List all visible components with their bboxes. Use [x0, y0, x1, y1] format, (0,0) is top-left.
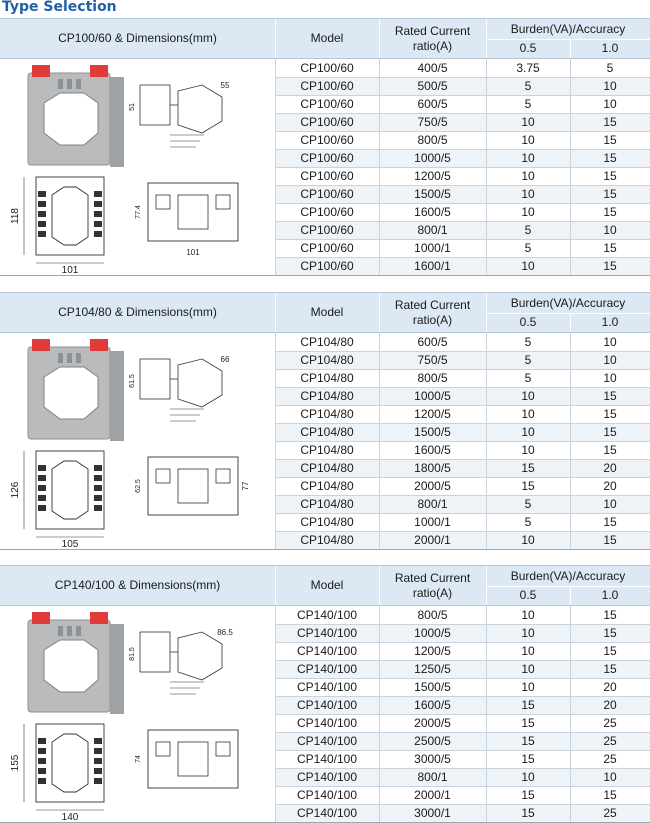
burden-05-cell: 10 [521, 151, 535, 165]
dimension-label: 66 [220, 355, 230, 364]
row-separator [275, 642, 650, 643]
table-row [275, 732, 650, 750]
section-bottom-rule [0, 275, 650, 276]
model-cell: CP140/100 [296, 788, 358, 802]
header-burden: Burden(VA)/Accuracy [510, 21, 626, 36]
dimension-label: 51 [129, 103, 136, 111]
header-rated-current: Rated Current ratio(A) [394, 570, 471, 600]
row-separator [275, 203, 650, 204]
burden-05-cell: 15 [521, 752, 535, 766]
burden-05-cell: 10 [521, 608, 535, 622]
dimension-label: 74 [135, 755, 142, 763]
table-row [275, 495, 650, 513]
model-cell: CP140/100 [296, 716, 358, 730]
rated-current-cell: 1000/1 [414, 241, 451, 255]
burden-10-cell: 10 [603, 497, 617, 511]
rated-current-cell: 800/5 [417, 608, 448, 622]
row-separator [275, 624, 650, 625]
bottom-view-drawing [148, 730, 238, 788]
bottom-view-drawing [148, 457, 238, 515]
row-separator [275, 696, 650, 697]
burden-05-cell: 15 [521, 788, 535, 802]
burden-05-cell: 10 [521, 770, 535, 784]
table-row [275, 351, 650, 369]
row-separator [275, 459, 650, 460]
model-cell: CP140/100 [296, 662, 358, 676]
burden-10-cell: 15 [603, 662, 617, 676]
model-cell: CP104/80 [300, 443, 354, 457]
burden-10-cell: 15 [603, 169, 617, 183]
dimension-label: 101 [186, 248, 200, 257]
row-separator [275, 387, 650, 388]
burden-05-cell: 15 [521, 716, 535, 730]
header-accuracy-10: 1.0 [601, 41, 619, 55]
burden-10-cell: 15 [603, 644, 617, 658]
table-row [275, 513, 650, 531]
side-view-drawing [140, 85, 222, 147]
rated-current-cell: 750/5 [417, 353, 448, 367]
model-cell: CP104/80 [300, 497, 354, 511]
burden-10-cell: 25 [603, 734, 617, 748]
model-cell: CP104/80 [300, 515, 354, 529]
row-separator [275, 441, 650, 442]
column-separator [275, 333, 276, 549]
rated-current-cell: 800/1 [417, 497, 448, 511]
row-separator [275, 660, 650, 661]
section-bottom-rule [0, 549, 650, 550]
table-header [0, 565, 650, 606]
front-view-drawing [24, 177, 104, 263]
terminal-cap-right [90, 65, 108, 77]
table-row [275, 696, 650, 714]
model-cell: CP100/60 [300, 97, 354, 111]
table-row [275, 149, 650, 167]
burden-10-cell: 20 [603, 698, 617, 712]
rated-current-cell: 2000/1 [414, 788, 451, 802]
model-cell: CP140/100 [296, 734, 358, 748]
dimension-drawing [0, 59, 275, 275]
table-row [275, 624, 650, 642]
dimension-label: 81.5 [129, 647, 136, 661]
table-row [275, 606, 650, 624]
model-cell: CP100/60 [300, 259, 354, 273]
burden-10-cell: 20 [603, 479, 617, 493]
table-row [275, 459, 650, 477]
terminal-cap-right [90, 339, 108, 351]
row-separator [275, 714, 650, 715]
rated-current-cell: 600/5 [417, 97, 448, 111]
column-separator [486, 59, 487, 275]
header-model: Model [310, 578, 344, 592]
column-separator [486, 606, 487, 822]
row-separator [275, 185, 650, 186]
column-separator [570, 333, 571, 549]
burden-05-cell: 10 [521, 644, 535, 658]
rated-current-cell: 1800/5 [414, 461, 451, 475]
table-row [275, 257, 650, 275]
terminal-cap-left [32, 339, 50, 351]
model-cell: CP104/80 [300, 407, 354, 421]
table-header [0, 292, 650, 333]
burden-10-cell: 15 [603, 425, 617, 439]
spec-section-3 [0, 565, 650, 822]
side-view-drawing [140, 632, 222, 694]
rated-current-cell: 3000/5 [414, 752, 451, 766]
transformer-photo [28, 339, 124, 441]
burden-05-cell: 5 [524, 79, 532, 93]
dimension-drawing [0, 333, 275, 549]
column-separator [379, 333, 380, 549]
table-row [275, 95, 650, 113]
rated-current-cell: 400/5 [417, 61, 448, 75]
dimension-label: 62.5 [135, 479, 142, 493]
model-cell: CP100/60 [300, 241, 354, 255]
column-separator [275, 59, 276, 275]
burden-05-cell: 10 [521, 662, 535, 676]
height-dimension-label: 155 [10, 754, 21, 772]
model-cell: CP104/80 [300, 353, 354, 367]
header-rated-current: Rated Current ratio(A) [394, 23, 471, 53]
rated-current-cell: 800/1 [417, 770, 448, 784]
model-cell: CP140/100 [296, 752, 358, 766]
transformer-photo [28, 65, 124, 167]
burden-05-cell: 5 [524, 353, 532, 367]
table-header [0, 18, 650, 59]
bottom-view-drawing [148, 183, 238, 241]
spec-section-1 [0, 18, 650, 275]
height-dimension-label: 118 [10, 208, 21, 224]
row-separator [275, 786, 650, 787]
burden-10-cell: 15 [603, 788, 617, 802]
model-cell: CP100/60 [300, 151, 354, 165]
burden-10-cell: 15 [603, 389, 617, 403]
burden-05-cell: 5 [524, 515, 532, 529]
row-separator [275, 513, 650, 514]
table-row [275, 786, 650, 804]
burden-10-cell: 15 [603, 259, 617, 273]
rated-current-cell: 2500/5 [414, 734, 451, 748]
burden-05-cell: 10 [521, 187, 535, 201]
model-cell: CP140/100 [296, 698, 358, 712]
burden-10-cell: 15 [603, 515, 617, 529]
model-cell: CP104/80 [300, 371, 354, 385]
header-accuracy-10: 1.0 [601, 588, 619, 602]
burden-10-cell: 10 [603, 353, 617, 367]
burden-05-cell: 10 [521, 443, 535, 457]
table-row [275, 768, 650, 786]
row-separator [275, 750, 650, 751]
burden-10-cell: 25 [603, 806, 617, 820]
model-cell: CP104/80 [300, 425, 354, 439]
row-separator [275, 113, 650, 114]
column-separator [275, 606, 276, 822]
burden-10-cell: 15 [603, 133, 617, 147]
column-separator [379, 59, 380, 275]
terminal-cap-left [32, 65, 50, 77]
row-separator [275, 221, 650, 222]
table-row [275, 660, 650, 678]
rated-current-cell: 1200/5 [414, 644, 451, 658]
burden-05-cell: 5 [524, 241, 532, 255]
table-row [275, 750, 650, 768]
rated-current-cell: 600/5 [417, 335, 448, 349]
rated-current-cell: 2000/5 [414, 479, 451, 493]
transformer-photo [28, 612, 124, 714]
dimension-illustration [0, 606, 275, 822]
burden-10-cell: 15 [603, 241, 617, 255]
page-title: Type Selection [2, 0, 117, 15]
burden-10-cell: 10 [603, 79, 617, 93]
rated-current-cell: 3000/1 [414, 806, 451, 820]
burden-10-cell: 20 [603, 680, 617, 694]
burden-05-cell: 10 [521, 407, 535, 421]
burden-10-cell: 25 [603, 752, 617, 766]
spec-section-2 [0, 292, 650, 549]
burden-05-cell: 10 [521, 680, 535, 694]
burden-05-cell: 15 [521, 806, 535, 820]
burden-10-cell: 15 [603, 443, 617, 457]
header-model: Model [310, 31, 344, 45]
column-separator [379, 606, 380, 822]
model-cell: CP140/100 [296, 680, 358, 694]
section-heading: CP104/80 & Dimensions(mm) [58, 305, 217, 319]
rated-current-cell: 1600/5 [414, 443, 451, 457]
model-cell: CP104/80 [300, 461, 354, 475]
burden-10-cell: 10 [603, 335, 617, 349]
dimension-illustration [0, 59, 275, 275]
burden-10-cell: 15 [603, 115, 617, 129]
model-cell: CP140/100 [296, 806, 358, 820]
burden-10-cell: 10 [603, 97, 617, 111]
width-dimension-label: 101 [61, 265, 79, 275]
model-cell: CP104/80 [300, 479, 354, 493]
header-accuracy-05: 0.5 [519, 315, 537, 329]
burden-05-cell: 3.75 [516, 61, 540, 75]
burden-05-cell: 10 [521, 133, 535, 147]
burden-05-cell: 5 [524, 335, 532, 349]
model-cell: CP140/100 [296, 608, 358, 622]
row-separator [275, 804, 650, 805]
dimension-label: 77 [241, 481, 250, 491]
rated-current-cell: 1250/5 [414, 662, 451, 676]
table-row [275, 477, 650, 495]
section-heading: CP140/100 & Dimensions(mm) [54, 578, 221, 592]
row-separator [275, 95, 650, 96]
model-cell: CP140/100 [296, 770, 358, 784]
model-cell: CP100/60 [300, 205, 354, 219]
model-cell: CP100/60 [300, 187, 354, 201]
row-separator [275, 149, 650, 150]
row-separator [275, 77, 650, 78]
header-rated-current: Rated Current ratio(A) [394, 297, 471, 327]
model-cell: CP100/60 [300, 133, 354, 147]
model-cell: CP100/60 [300, 79, 354, 93]
rated-current-cell: 800/5 [417, 133, 448, 147]
table-row [275, 113, 650, 131]
burden-05-cell: 10 [521, 425, 535, 439]
model-cell: CP100/60 [300, 223, 354, 237]
table-row [275, 405, 650, 423]
rated-current-cell: 1000/5 [414, 151, 451, 165]
table-row [275, 185, 650, 203]
table-row [275, 59, 650, 77]
rated-current-cell: 750/5 [417, 115, 448, 129]
burden-10-cell: 25 [603, 716, 617, 730]
rated-current-cell: 500/5 [417, 79, 448, 93]
row-separator [275, 257, 650, 258]
burden-05-cell: 10 [521, 389, 535, 403]
width-dimension-label: 140 [61, 812, 79, 822]
rated-current-cell: 2000/5 [414, 716, 451, 730]
header-burden: Burden(VA)/Accuracy [510, 568, 626, 583]
burden-10-cell: 20 [603, 461, 617, 475]
rated-current-cell: 1500/5 [414, 187, 451, 201]
burden-10-cell: 15 [603, 205, 617, 219]
model-cell: CP100/60 [300, 61, 354, 75]
header-accuracy-10: 1.0 [601, 315, 619, 329]
rated-current-cell: 1000/1 [414, 515, 451, 529]
burden-05-cell: 5 [524, 97, 532, 111]
burden-05-cell: 10 [521, 169, 535, 183]
table-row [275, 369, 650, 387]
burden-05-cell: 5 [524, 371, 532, 385]
dimension-label: 55 [220, 81, 230, 90]
row-separator [275, 477, 650, 478]
burden-10-cell: 15 [603, 407, 617, 421]
height-dimension-label: 126 [10, 481, 21, 499]
column-separator [570, 59, 571, 275]
row-separator [275, 768, 650, 769]
row-separator [275, 369, 650, 370]
rated-current-cell: 800/1 [417, 223, 448, 237]
table-row [275, 678, 650, 696]
burden-10-cell: 5 [606, 61, 614, 75]
table-row [275, 714, 650, 732]
column-separator [486, 333, 487, 549]
table-row [275, 804, 650, 822]
burden-05-cell: 15 [521, 479, 535, 493]
rated-current-cell: 1000/5 [414, 626, 451, 640]
width-dimension-label: 105 [61, 539, 79, 549]
front-view-drawing [24, 724, 104, 810]
rated-current-cell: 1600/5 [414, 698, 451, 712]
model-cell: CP140/100 [296, 644, 358, 658]
dimension-illustration [0, 333, 275, 549]
column-separator [570, 606, 571, 822]
table-row [275, 423, 650, 441]
burden-05-cell: 10 [521, 259, 535, 273]
row-separator [275, 167, 650, 168]
rated-current-cell: 1500/5 [414, 425, 451, 439]
burden-10-cell: 10 [603, 371, 617, 385]
burden-10-cell: 15 [603, 187, 617, 201]
table-row [275, 333, 650, 351]
rated-current-cell: 800/5 [417, 371, 448, 385]
dimension-label: 61.5 [129, 374, 136, 388]
dimension-drawing [0, 606, 275, 822]
row-separator [275, 732, 650, 733]
model-cell: CP100/60 [300, 169, 354, 183]
table-row [275, 642, 650, 660]
rated-current-cell: 1600/5 [414, 205, 451, 219]
burden-10-cell: 10 [603, 770, 617, 784]
header-accuracy-05: 0.5 [519, 588, 537, 602]
rated-current-cell: 1600/1 [414, 259, 451, 273]
burden-10-cell: 15 [603, 151, 617, 165]
header-burden: Burden(VA)/Accuracy [510, 295, 626, 310]
rated-current-cell: 1200/5 [414, 407, 451, 421]
table-row [275, 221, 650, 239]
row-separator [275, 678, 650, 679]
row-separator [275, 239, 650, 240]
row-separator [275, 405, 650, 406]
table-row [275, 239, 650, 257]
rated-current-cell: 1500/5 [414, 680, 451, 694]
front-view-drawing [24, 451, 104, 537]
burden-05-cell: 10 [521, 533, 535, 547]
burden-05-cell: 15 [521, 461, 535, 475]
model-cell: CP100/60 [300, 115, 354, 129]
burden-10-cell: 15 [603, 608, 617, 622]
header-model: Model [310, 305, 344, 319]
table-row [275, 203, 650, 221]
row-separator [275, 351, 650, 352]
terminal-cap-left [32, 612, 50, 624]
rated-current-cell: 1000/5 [414, 389, 451, 403]
side-view-drawing [140, 359, 222, 421]
table-row [275, 131, 650, 149]
header-accuracy-05: 0.5 [519, 41, 537, 55]
table-row [275, 77, 650, 95]
rated-current-cell: 2000/1 [414, 533, 451, 547]
model-cell: CP104/80 [300, 389, 354, 403]
burden-05-cell: 5 [524, 497, 532, 511]
table-row [275, 441, 650, 459]
dimension-label: 77.4 [135, 205, 142, 219]
burden-05-cell: 15 [521, 698, 535, 712]
burden-05-cell: 10 [521, 626, 535, 640]
burden-05-cell: 10 [521, 115, 535, 129]
burden-05-cell: 10 [521, 205, 535, 219]
burden-10-cell: 10 [603, 223, 617, 237]
terminal-cap-right [90, 612, 108, 624]
burden-05-cell: 5 [524, 223, 532, 237]
dimension-label: 86.5 [217, 628, 233, 637]
row-separator [275, 131, 650, 132]
row-separator [275, 423, 650, 424]
rated-current-cell: 1200/5 [414, 169, 451, 183]
burden-10-cell: 15 [603, 626, 617, 640]
row-separator [275, 495, 650, 496]
model-cell: CP140/100 [296, 626, 358, 640]
table-row [275, 167, 650, 185]
section-heading: CP100/60 & Dimensions(mm) [58, 31, 217, 45]
burden-05-cell: 15 [521, 734, 535, 748]
table-row [275, 531, 650, 549]
row-separator [275, 531, 650, 532]
model-cell: CP104/80 [300, 335, 354, 349]
model-cell: CP104/80 [300, 533, 354, 547]
table-row [275, 387, 650, 405]
burden-10-cell: 15 [603, 533, 617, 547]
